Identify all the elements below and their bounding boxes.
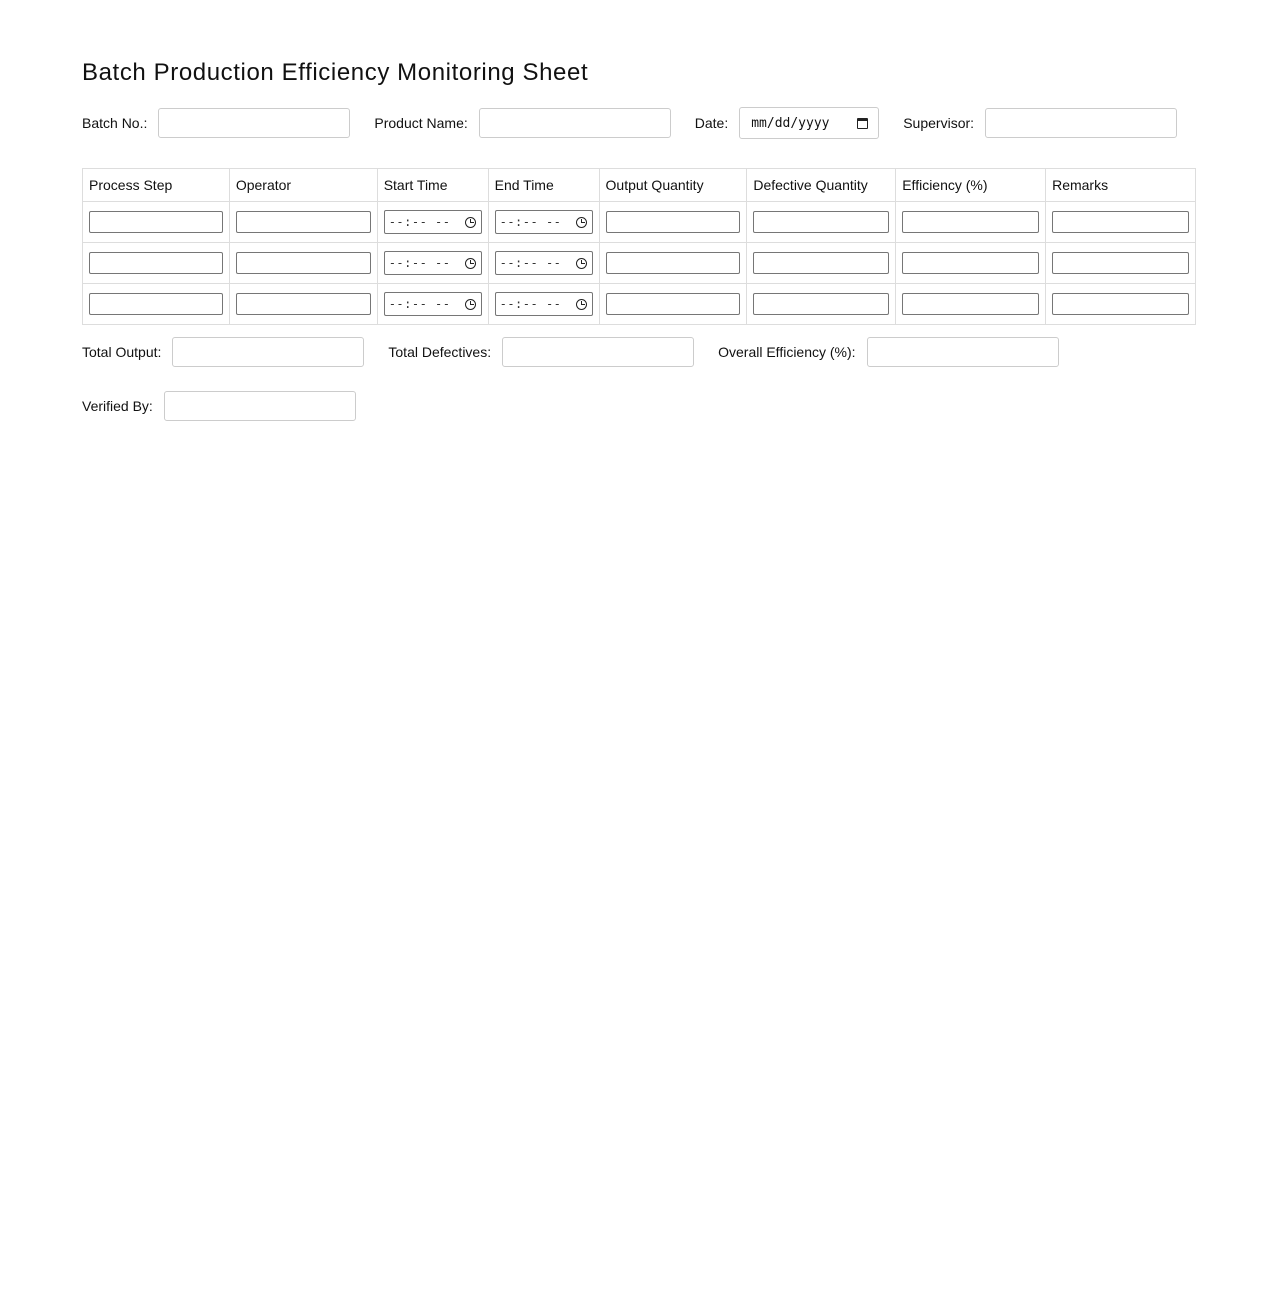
defective-quantity-input[interactable] bbox=[753, 293, 889, 315]
efficiency-input[interactable] bbox=[902, 293, 1039, 315]
page-title: Batch Production Efficiency Monitoring Sheet bbox=[82, 59, 589, 86]
output-quantity-input[interactable] bbox=[606, 252, 741, 274]
efficiency-input[interactable] bbox=[902, 252, 1039, 274]
clock-icon[interactable] bbox=[465, 217, 476, 228]
total-output-label: Total Output: bbox=[82, 344, 162, 360]
overall-efficiency-input[interactable] bbox=[867, 337, 1059, 367]
end-time-input[interactable] bbox=[495, 292, 593, 316]
table-row bbox=[83, 284, 1196, 325]
batch-no-input[interactable] bbox=[158, 108, 350, 138]
monitoring-sheet bbox=[82, 56, 1196, 421]
date-input[interactable] bbox=[739, 107, 879, 139]
start-time-input[interactable] bbox=[384, 210, 482, 234]
product-name-input[interactable] bbox=[479, 108, 671, 138]
process-table bbox=[82, 168, 1196, 325]
date-label: Date: bbox=[694, 115, 729, 131]
overall-efficiency-label: Overall Efficiency (%): bbox=[718, 344, 856, 360]
verified-by-input[interactable] bbox=[164, 391, 356, 421]
remarks-input[interactable] bbox=[1052, 211, 1189, 233]
column-header-operator: Operator bbox=[229, 169, 377, 202]
header-fields bbox=[82, 108, 1196, 138]
time-placeholder: --:-- -- bbox=[499, 297, 562, 311]
time-placeholder: --:-- -- bbox=[388, 215, 451, 229]
clock-icon[interactable] bbox=[465, 299, 476, 310]
supervisor-input[interactable] bbox=[985, 108, 1177, 138]
time-placeholder: --:-- -- bbox=[388, 256, 451, 270]
total-output-input[interactable] bbox=[172, 337, 364, 367]
clock-icon[interactable] bbox=[576, 258, 587, 269]
time-placeholder: --:-- -- bbox=[388, 297, 451, 311]
column-header-remarks: Remarks bbox=[1046, 169, 1196, 202]
time-placeholder: --:-- -- bbox=[499, 215, 562, 229]
efficiency-input[interactable] bbox=[902, 211, 1039, 233]
column-header-output-quantity: Output Quantity bbox=[599, 169, 747, 202]
column-header-end-time: End Time bbox=[488, 169, 599, 202]
end-time-input[interactable] bbox=[495, 251, 593, 275]
defective-quantity-input[interactable] bbox=[753, 252, 889, 274]
batch-no-label: Batch No.: bbox=[82, 115, 148, 131]
end-time-input[interactable] bbox=[495, 210, 593, 234]
verified-by-label: Verified By: bbox=[82, 398, 153, 414]
remarks-input[interactable] bbox=[1052, 293, 1189, 315]
time-placeholder: --:-- -- bbox=[499, 256, 562, 270]
column-header-efficiency: Efficiency (%) bbox=[896, 169, 1046, 202]
clock-icon[interactable] bbox=[576, 299, 587, 310]
supervisor-label: Supervisor: bbox=[903, 115, 975, 131]
table-header-row bbox=[83, 169, 1196, 202]
verification-fields bbox=[82, 391, 1196, 421]
clock-icon[interactable] bbox=[465, 258, 476, 269]
table-row bbox=[83, 202, 1196, 243]
process-step-input[interactable] bbox=[89, 252, 223, 274]
operator-input[interactable] bbox=[236, 252, 371, 274]
product-name-label: Product Name: bbox=[374, 115, 468, 131]
summary-fields bbox=[82, 337, 1196, 367]
start-time-input[interactable] bbox=[384, 251, 482, 275]
total-defectives-label: Total Defectives: bbox=[388, 344, 492, 360]
process-step-input[interactable] bbox=[89, 293, 223, 315]
total-defectives-input[interactable] bbox=[502, 337, 694, 367]
defective-quantity-input[interactable] bbox=[753, 211, 889, 233]
operator-input[interactable] bbox=[236, 293, 371, 315]
start-time-input[interactable] bbox=[384, 292, 482, 316]
column-header-defective-quantity: Defective Quantity bbox=[747, 169, 896, 202]
clock-icon[interactable] bbox=[576, 217, 587, 228]
process-step-input[interactable] bbox=[89, 211, 223, 233]
operator-input[interactable] bbox=[236, 211, 371, 233]
remarks-input[interactable] bbox=[1052, 252, 1189, 274]
table-row bbox=[83, 243, 1196, 284]
output-quantity-input[interactable] bbox=[606, 211, 741, 233]
date-placeholder: mm/dd/yyyy bbox=[751, 115, 830, 131]
column-header-start-time: Start Time bbox=[377, 169, 488, 202]
column-header-process-step: Process Step bbox=[83, 169, 230, 202]
calendar-icon[interactable] bbox=[857, 118, 868, 129]
output-quantity-input[interactable] bbox=[606, 293, 741, 315]
